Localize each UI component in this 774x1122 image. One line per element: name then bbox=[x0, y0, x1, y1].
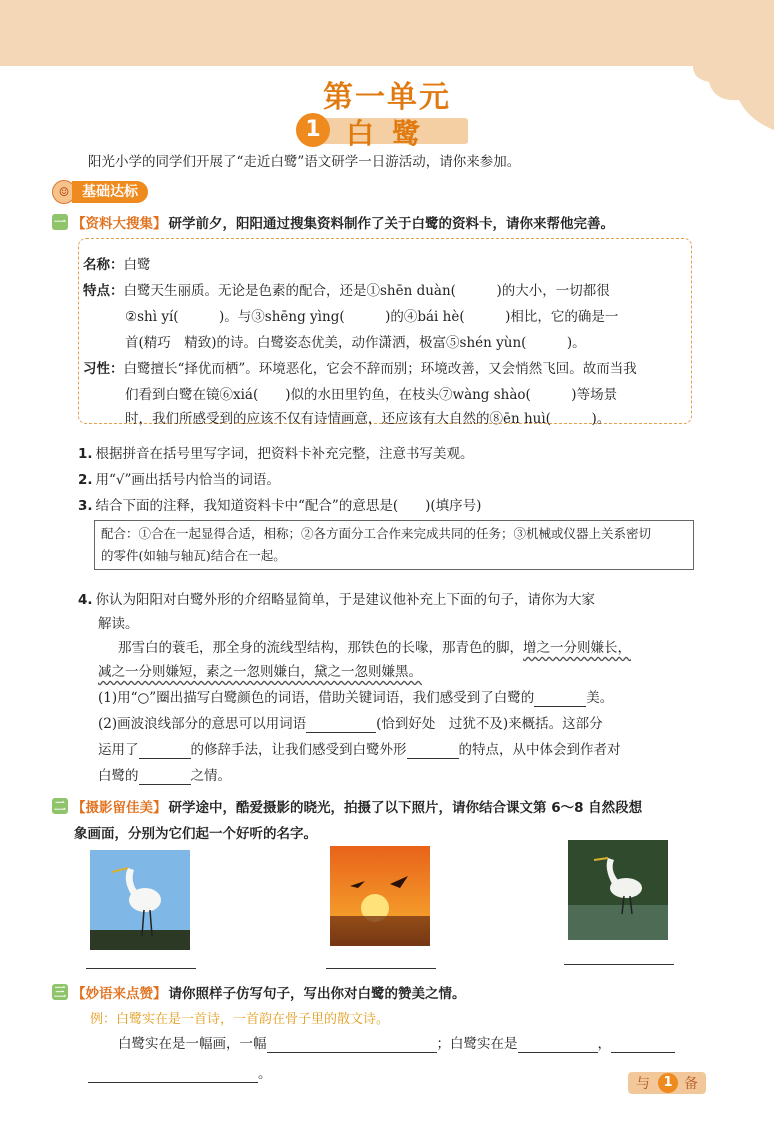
section-text: 请你照样子仿写句子，写出你对白鹭的赞美之情。 bbox=[168, 986, 466, 1002]
answer-blank[interactable] bbox=[267, 1036, 437, 1053]
info-card bbox=[78, 238, 692, 427]
card-feature-row: 特点：白鹭天生丽质。无论是色素的配合，还是①shēn duàn( )的大小，一切都很 bbox=[83, 283, 610, 299]
lesson-heading bbox=[296, 112, 468, 148]
card-habit-line: 们看到白鹭在镜⑥xiá( )似的水田里钓鱼，在枝头⑦wàng shào( )等场景 bbox=[125, 387, 618, 403]
section-3-heading bbox=[52, 982, 466, 1002]
answer-blank[interactable] bbox=[139, 768, 191, 785]
sub-question-2-end: 白鹭的 之情。 bbox=[98, 768, 231, 784]
question-1: 1. 根据拼音在括号里写字词，把资料卡补充完整，注意书写美观。 bbox=[78, 446, 474, 462]
page-right-symbol: 备 bbox=[684, 1076, 698, 1092]
egret-photo-water bbox=[568, 840, 668, 940]
unit-title: 第一单元 bbox=[323, 80, 451, 115]
mascot-icon: ☺ bbox=[52, 180, 76, 204]
answer-blank[interactable] bbox=[534, 690, 586, 707]
basic-badge bbox=[52, 180, 148, 204]
passage-line-2: 减之一分则嫌短，素之一忽则嫌白，黛之一忽则嫌黑。 bbox=[98, 664, 422, 680]
answer-blank[interactable] bbox=[611, 1036, 675, 1053]
passage-line-1: 那雪白的蓑毛，那全身的流线型结构，那铁色的长喙，那青色的脚，增之一分则嫌长， bbox=[118, 640, 631, 656]
card-name-row: 名称：白鹭 bbox=[83, 257, 151, 273]
page-number-badge bbox=[628, 1072, 706, 1094]
sub-question-2: (2)画波浪线部分的意思可以用词语 (恰到好处 过犹不及)来概括。这部分 bbox=[98, 716, 603, 732]
lesson-number: 1 bbox=[296, 113, 330, 147]
annotation-box bbox=[94, 520, 694, 570]
page-number: 1 bbox=[658, 1073, 678, 1093]
card-habit-line: 时，我们所感受到的应该不仅有诗情画意，还应该有大自然的⑧ēn huì( )。 bbox=[125, 411, 611, 427]
photo-name-blank[interactable] bbox=[564, 964, 674, 965]
section-tag: 【摄影留佳美】 bbox=[72, 800, 167, 816]
egret-photo-sky bbox=[90, 850, 190, 950]
card-habit-row: 习性：白鹭擅长“择优而栖”。环境恶化，它会不辞而别；环境改善，又会悄然飞回。故而当我 bbox=[83, 361, 637, 377]
question-3: 3. 结合下面的注释，我知道资料卡中“配合”的意思是( )(填序号) bbox=[78, 498, 482, 514]
intro-text: 阳光小学的同学们开展了“走近白鹭”语文研学一日游活动，请你来参加。 bbox=[88, 154, 521, 170]
answer-blank[interactable] bbox=[139, 742, 191, 759]
section-2-heading-cont: 象画面，分别为它们起一个好听的名字。 bbox=[74, 826, 317, 842]
imitation-line-2: 。 bbox=[88, 1062, 272, 1083]
section-number: 二 bbox=[53, 799, 66, 813]
answer-blank[interactable] bbox=[407, 742, 459, 759]
question-2: 2. 用“√”画出括号内恰当的词语。 bbox=[78, 472, 280, 488]
section-text: 研学前夕，阳阳通过搜集资料制作了关于白鹭的资料卡，请你来帮他完善。 bbox=[168, 216, 614, 232]
section-1-heading bbox=[52, 212, 614, 232]
imitation-line: 白鹭实在是一幅画，一幅 ；白鹭实在是 ， bbox=[118, 1032, 675, 1053]
photo-name-blank[interactable] bbox=[326, 968, 436, 969]
photo-name-blank[interactable] bbox=[86, 968, 196, 969]
card-feature-line: ②shì yí( )。与③shēng yìng( )的④bái hè( )相比，它的确是一 bbox=[125, 309, 619, 325]
sub-question-1: (1)用“○”圈出描写白鹭颜色的词语，借助关键词语，我们感受到了白鹭的 美。 bbox=[98, 690, 614, 706]
section-2-heading bbox=[52, 796, 642, 816]
section-number: 一 bbox=[53, 215, 66, 229]
card-feature-line: 首(精巧 精致)的诗。白鹭姿态优美，动作潇洒，极富⑤shén yùn( )。 bbox=[125, 335, 586, 351]
lesson-title: 白鹭 bbox=[346, 117, 439, 150]
section-tag: 【资料大搜集】 bbox=[72, 216, 167, 232]
question-4: 4. 你认为阳阳对白鹭外形的介绍略显简单，于是建议他补充上下面的句子，请你为大家 bbox=[78, 592, 596, 608]
annotation-line: 配合：①合在一起显得合适，相称；②各方面分工合作来完成共同的任务；③机械或仪器上关系密切 bbox=[101, 526, 652, 541]
answer-blank[interactable] bbox=[518, 1036, 598, 1053]
egret-photo-sunset bbox=[330, 846, 430, 946]
badge-label: 基础达标 bbox=[72, 181, 148, 203]
section-number: 三 bbox=[53, 985, 66, 999]
example-sentence: 例：白鹭实在是一首诗，一首韵在骨子里的散文诗。 bbox=[90, 1012, 390, 1027]
sub-question-2-cont: 运用了 的修辞手法，让我们感受到白鹭外形 的特点，从中体会到作者对 bbox=[98, 742, 621, 758]
question-4-cont: 解读。 bbox=[98, 616, 139, 632]
page-left-symbol: 与 bbox=[636, 1076, 650, 1092]
annotation-line: 的零件(如轴与轴瓦)结合在一起。 bbox=[101, 548, 286, 563]
section-tag: 【妙语来点赞】 bbox=[72, 986, 167, 1002]
answer-blank[interactable] bbox=[88, 1066, 258, 1083]
answer-blank[interactable] bbox=[306, 716, 376, 733]
section-text: 研学途中，酷爱摄影的晓光，拍摄了以下照片，请你结合课文第 6～8 自然段想 bbox=[168, 800, 643, 816]
